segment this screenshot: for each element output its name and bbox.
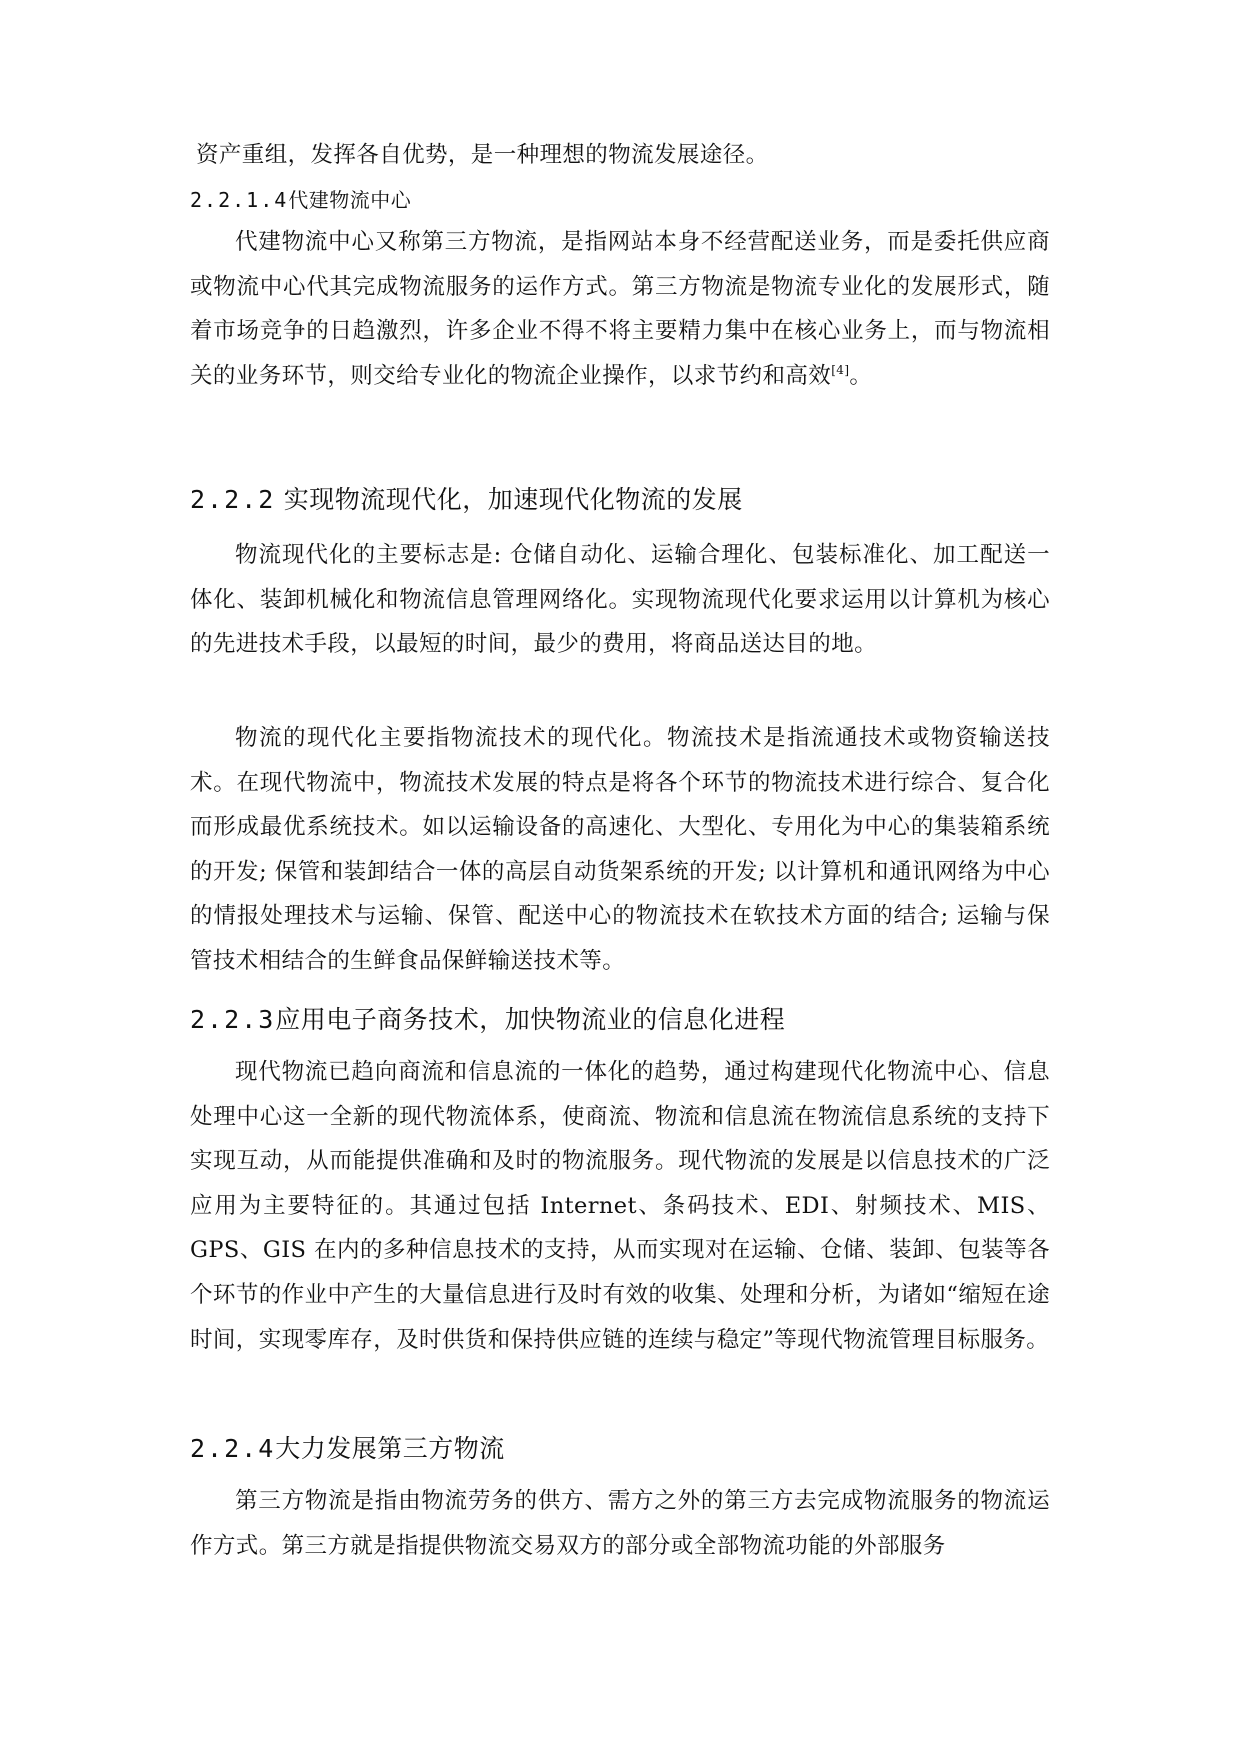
section-number: 2.2.4 <box>190 1434 276 1463</box>
section-number: 2.2.3 <box>190 1005 276 1034</box>
section-heading-2-2-4 <box>190 1427 1050 1471</box>
section-title: 实现物流现代化，加速现代化物流的发展 <box>283 485 743 514</box>
paragraph-end: 。 <box>849 362 873 389</box>
paragraph-third-party-center <box>190 220 1050 398</box>
section-title: 代建物流中心 <box>288 188 412 212</box>
section-number: 2.2.1.4 <box>190 188 289 212</box>
continued-paragraph: 资产重组，发挥各自优势，是一种理想的物流发展途径。 <box>196 142 769 168</box>
citation-ref: [4] <box>831 362 850 377</box>
paragraph-modernization-signs: 物流现代化的主要标志是: 仓储自动化、运输合理化、包装标准化、加工配送一体化、装卸机械化和物流信息管理网络化。实现物流现代化要求运用以计算机为核心的先进技术手段，以最短的时间，最少的费用，将商品送达目的地。 <box>190 542 1050 658</box>
paragraph-text: 代建物流中心又称第三方物流，是指网站本身不经营配送业务，而是委托供应商或物流中心代其完成物流服务的运作方式。第三方物流是物流专业化的发展形式，随着市场竞争的日趋激烈，许多企业不得不将主要精力集中在核心业务上，而与物流相关的业务环节，则交给专业化的物流企业操作，以求节约和高效 <box>190 229 1050 389</box>
paragraph-ecommerce-information: 现代物流已趋向商流和信息流的一体化的趋势，通过构建现代化物流中心、信息处理中心这一全新的现代物流体系，使商流、物流和信息流在物流信息系统的支持下实现互动，从而能提供准确和及时的物流服务。现代物流的发展是以信息技术的广泛应用为主要特征的。其通过包括 Internet、条码技术、EDI、射频技术、MIS、GPS、GIS 在内的多种信息技术的支持，从而实现对在运输、仓储、装卸、包装等各个环节的作业中产生的大量信息进行及时有效的收集、处理和分析，为诸如“缩短在途时间，实现零库存，及时供货和保持供应链的连续与稳定”等现代物流管理目标服务。 <box>190 1059 1050 1353</box>
section-heading-2-2-3 <box>190 998 1050 1042</box>
paragraph-third-party-logistics: 第三方物流是指由物流劳务的供方、需方之外的第三方去完成物流服务的物流运作方式。第三方就是指提供物流交易双方的部分或全部物流功能的外部服务 <box>190 1488 1050 1559</box>
section-heading-2-2-1-4 <box>190 180 1050 220</box>
paragraph-logistics-technology: 物流的现代化主要指物流技术的现代化。物流技术是指流通技术或物资输送技术。在现代物流中，物流技术发展的特点是将各个环节的物流技术进行综合、复合化而形成最优系统技术。如以运输设备的高速化、大型化、专用化为中心的集装箱系统的开发; 保管和装卸结合一体的高层自动货架系统的开发; 以计算机和通讯网络为中心的情报处理技术与运输、保管、配送中心的物流技术在软技术方面的结合; 运输与保管技术相结合的生鲜食品保鲜输送技术等。 <box>190 725 1050 974</box>
section-number: 2.2.2 <box>190 485 276 514</box>
section-title: 应用电子商务技术，加快物流业的信息化进程 <box>275 1005 786 1034</box>
section-title: 大力发展第三方物流 <box>275 1434 505 1463</box>
section-heading-2-2-2 <box>190 478 1050 522</box>
